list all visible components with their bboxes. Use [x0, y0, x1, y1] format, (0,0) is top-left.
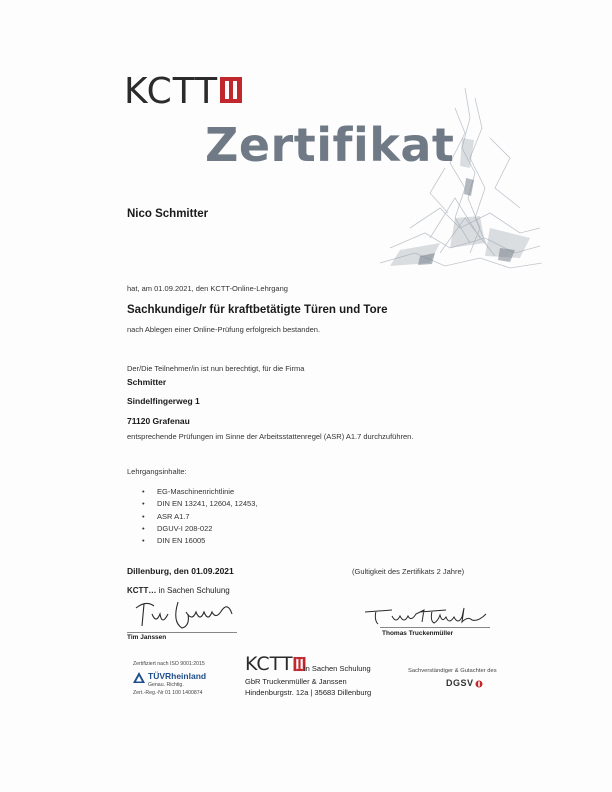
footer-kctt-logo: [245, 655, 306, 674]
company-street: Sindelfingerweg 1: [127, 396, 200, 406]
contents-heading: Lehrgangsinhalte:: [127, 467, 187, 476]
iso-cert-line: Zertifiziert nach ISO 9001:2015: [133, 661, 205, 667]
list-item: • DIN EN 16005: [140, 535, 258, 547]
signatory-left-name: Tim Janssen: [127, 634, 167, 641]
completion-text: nach Ablegen einer Online-Prüfung erfolgreich bestanden.: [127, 325, 321, 334]
signature-line-right: [380, 627, 490, 628]
place-date: Dillenburg, den 01.09.2021: [127, 566, 234, 576]
issuer-tagline: in Sachen Schulung: [156, 586, 230, 595]
signature-tim-janssen: [132, 596, 252, 632]
kctt-logo-mark: [219, 74, 243, 106]
intro-text: hat, am 01.09.2021, den KCTT-Online-Lehrgang: [127, 284, 288, 293]
company-name: Schmitter: [127, 377, 167, 387]
issuer-brand: KCTT…: [127, 586, 157, 595]
issuer-line: [127, 586, 230, 595]
list-item: • DGUV-I 208-022: [140, 523, 258, 535]
footer-address: Hindenburgstr. 12a | 35683 Dillenburg: [245, 688, 372, 697]
tuv-name: TÜVRheinland: [148, 671, 207, 681]
footer-logo-tagline: in Sachen Schulung: [304, 664, 371, 673]
list-item: • DIN EN 13241, 12604, 12453,: [140, 498, 258, 510]
dgsv-text: DGSV: [446, 678, 474, 688]
logo-text: KCTT: [124, 71, 219, 112]
signatory-right-name: Thomas Truckenmüller: [382, 630, 454, 637]
course-title: Sachkundige/r für kraftbetätigte Türen und Tore: [127, 304, 388, 316]
authorization-text: Der/Die Teilnehmer/in ist nun berechtigt, für die Firma: [127, 364, 305, 373]
tuv-registration: Zert.-Reg.-Nr 01 100 1400874: [133, 690, 203, 696]
footer-company: GbR Truckenmüller & Janssen: [245, 677, 347, 686]
footer-logo-text: KCTT: [245, 653, 293, 675]
tuv-slogan: Genau. Richtig.: [148, 682, 184, 688]
certificate-title: Zertifikat: [205, 118, 455, 172]
inspection-text: entsprechende Prüfungen im Sinne der Arbeitsstattenregel (ASR) A1.7 durchzuführen.: [127, 432, 414, 441]
company-city: 71120 Grafenau: [127, 416, 190, 426]
abstract-artwork: [370, 78, 545, 273]
list-item: • ASR A1.7: [140, 511, 258, 523]
expert-line: Sachverständiger & Gutachter des: [408, 668, 497, 674]
validity-note: (Gultigkeit des Zertifikats 2 Jahre): [352, 567, 465, 576]
signature-line-left: [127, 632, 237, 633]
recipient-name: Nico Schmitter: [127, 208, 209, 220]
list-item: • EG-Maschinenrichtlinie: [140, 486, 258, 498]
tuv-triangle-icon: [133, 672, 145, 683]
course-contents-list: [140, 486, 258, 547]
kctt-logo: [124, 71, 243, 112]
dgsv-emblem-icon: [475, 680, 483, 688]
dgsv-logo: [446, 678, 483, 688]
